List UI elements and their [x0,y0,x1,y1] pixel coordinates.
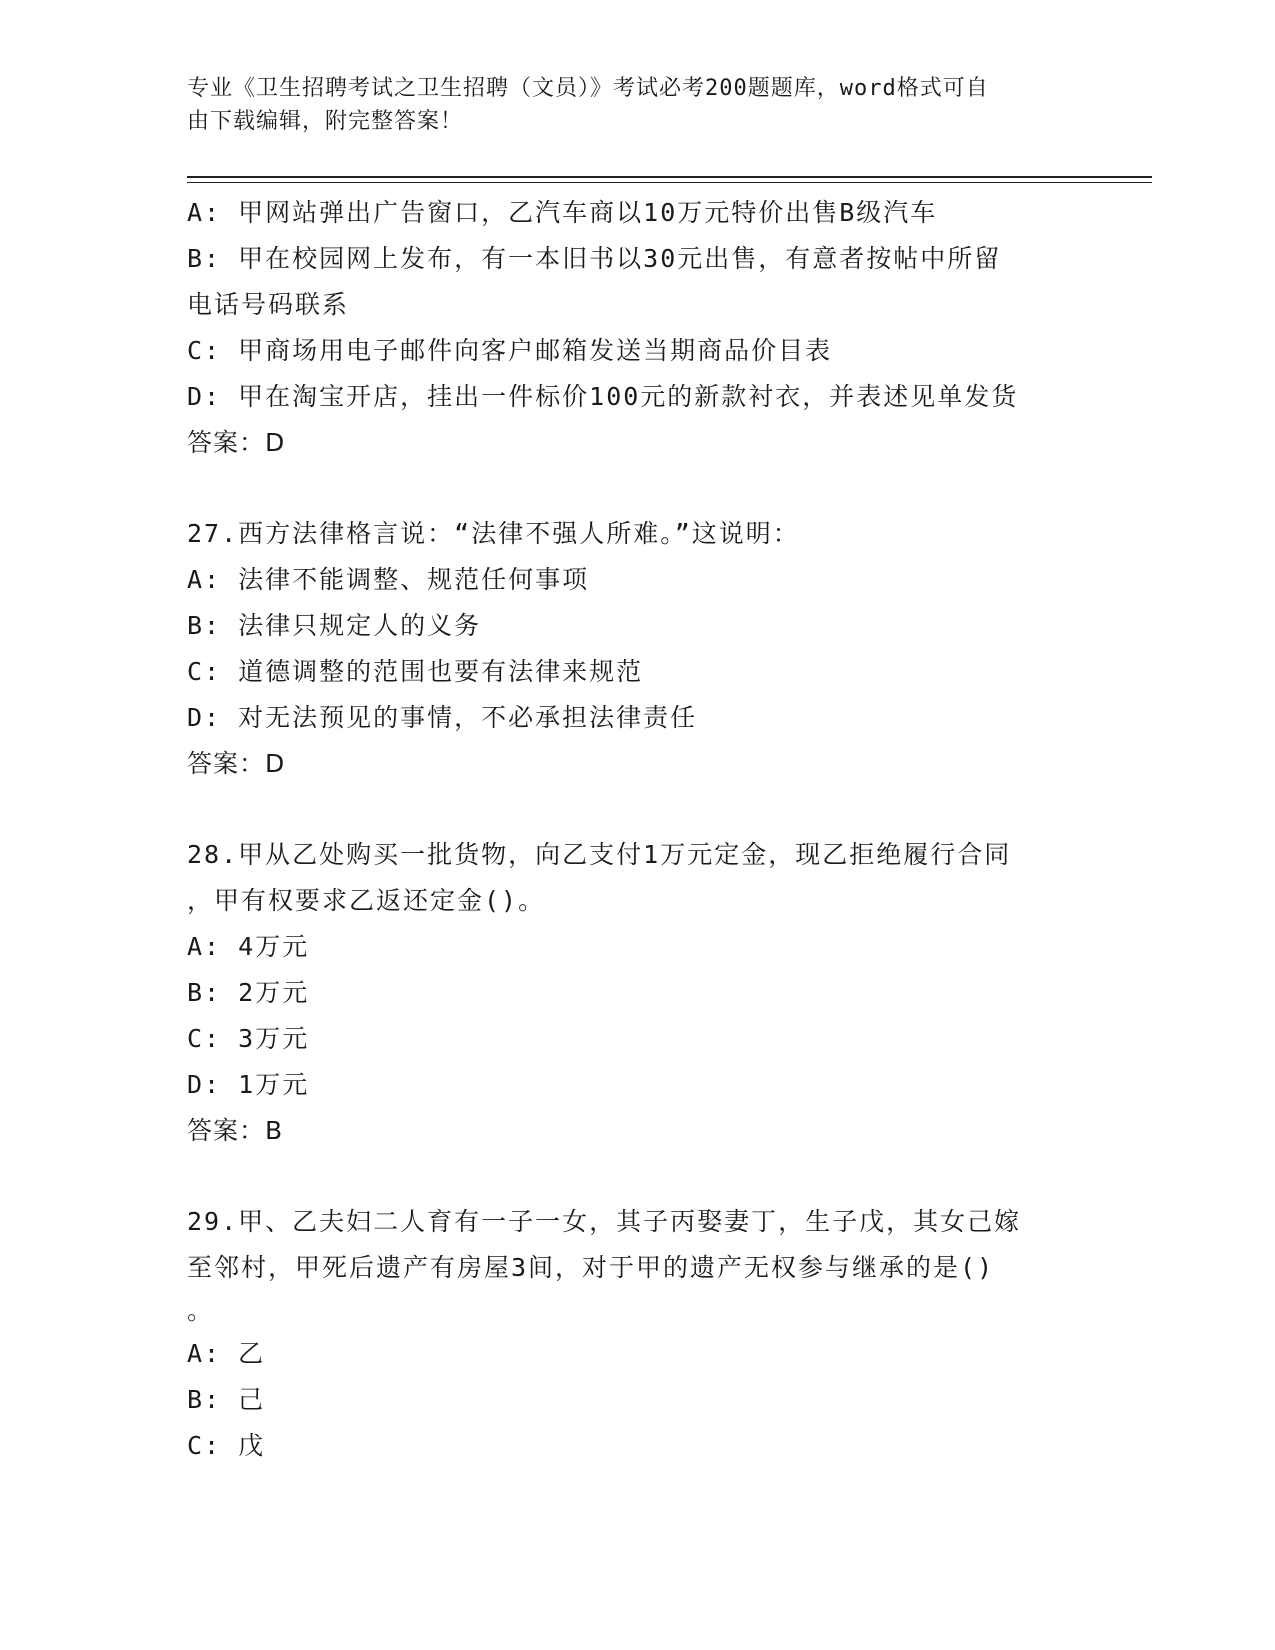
q27-option-c: C: 道德调整的范围也要有法律来规范 [187,657,644,686]
q27-answer: 答案：D [187,749,286,778]
question-26 [187,190,1087,466]
q26-answer: 答案：D [187,428,286,457]
q28-option-c: C: 3万元 [187,1024,310,1053]
header-divider-thin [187,182,1152,183]
q29-option-c: C: 戊 [187,1431,266,1460]
q26-option-d: D: 甲在淘宝开店，挂出一件标价100元的新款衬衣，并表述见单发货 [187,382,1019,411]
q26-option-b-continued: 电话号码联系 [187,290,350,319]
q26-option-a: A: 甲网站弹出广告窗口，乙汽车商以10万元特价出售B级汽车 [187,198,938,227]
question-29 [187,1199,1087,1469]
q29-stem-line-1: 29.甲、乙夫妇二人育有一子一女，其子丙娶妻丁，生子戊，其女己嫁 [187,1207,1022,1236]
q27-option-b: B: 法律只规定人的义务 [187,611,482,640]
q28-option-d: D: 1万元 [187,1070,310,1099]
q29-stem-line-2: 至邻村，甲死后遗产有房屋3间，对于甲的遗产无权参与继承的是() [187,1253,995,1282]
q28-stem-line-1: 28.甲从乙处购买一批货物，向乙支付1万元定金，现乙拒绝履行合同 [187,840,1012,869]
document-header [187,72,1067,138]
q27-stem: 27.西方法律格言说：“法律不强人所难。”这说明： [187,519,800,548]
q26-option-c: C: 甲商场用电子邮件向客户邮箱发送当期商品价目表 [187,336,833,365]
q28-stem-line-2: ，甲有权要求乙返还定金()。 [187,886,546,915]
q29-stem-line-3: 。 [187,1296,215,1325]
q28-answer: 答案：B [187,1116,284,1145]
q27-option-d: D: 对无法预见的事情，不必承担法律责任 [187,703,698,732]
question-content [187,190,1087,1469]
header-divider-thick [187,176,1152,178]
q26-option-b: B: 甲在校园网上发布，有一本旧书以30元出售，有意者按帖中所留 [187,244,1002,273]
q27-option-a: A: 法律不能调整、规范任何事项 [187,565,590,594]
q29-option-a: A: 乙 [187,1339,266,1368]
header-title-line-2: 由下载编辑，附完整答案！ [187,109,464,134]
q28-option-b: B: 2万元 [187,978,310,1007]
header-title-line-1: 专业《卫生招聘考试之卫生招聘（文员）》考试必考200题题库，word格式可自 [187,76,989,101]
question-27 [187,511,1087,787]
question-28 [187,832,1087,1154]
q28-option-a: A: 4万元 [187,932,310,961]
q29-option-b: B: 己 [187,1385,266,1414]
